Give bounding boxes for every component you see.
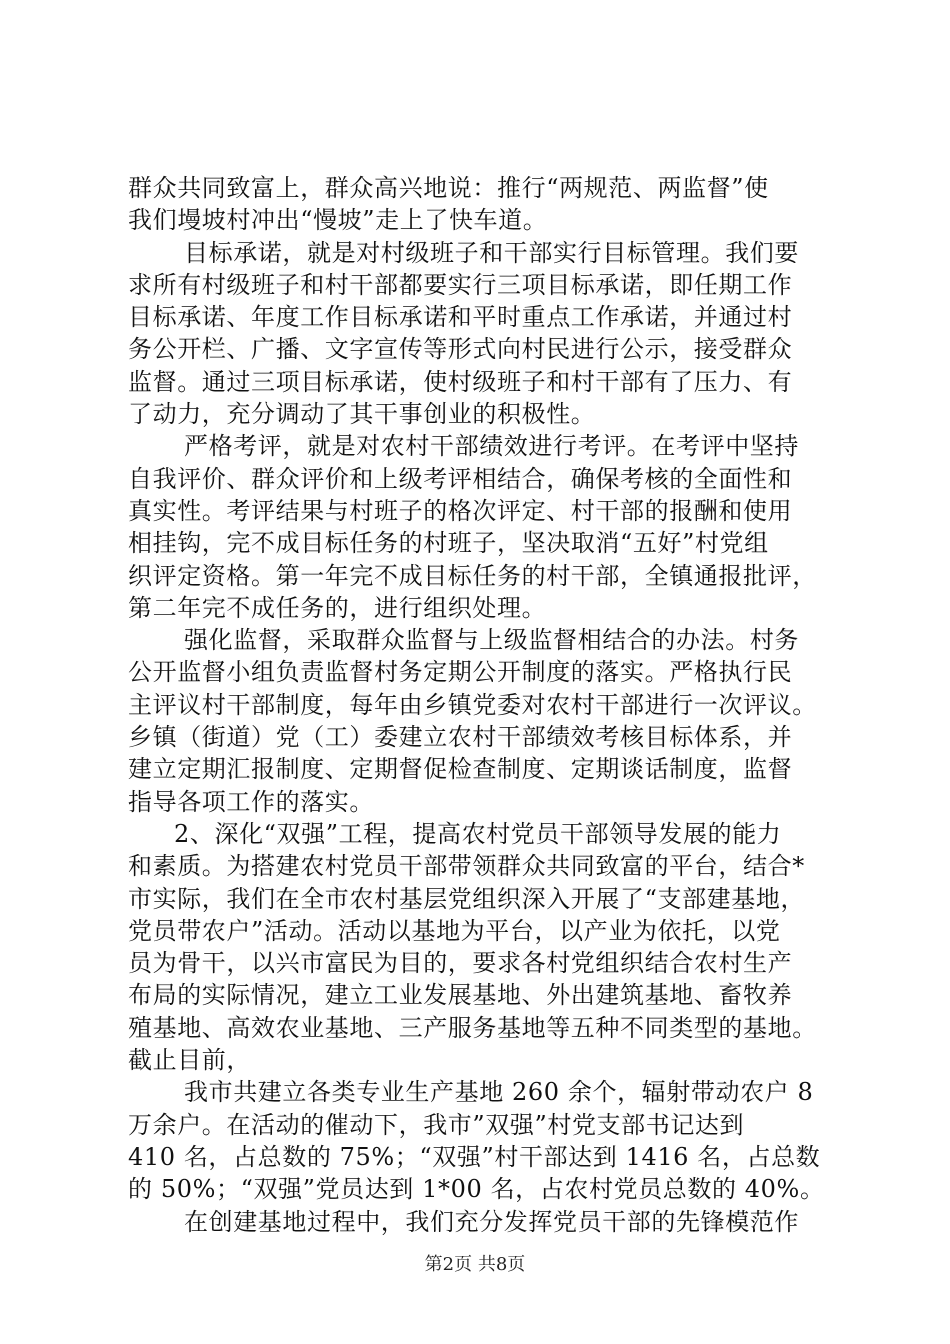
text-line: 相挂钩，完不成目标任务的村班子，坚决取消“五好”村党组 [128,529,769,558]
text-line: 我们墁坡村冲出“慢坡”走上了快车道。 [128,206,548,235]
text-line: 主评议村干部制度，每年由乡镇党委对农村干部进行一次评议。 [128,690,817,719]
text-line: 万余户。在活动的催动下，我市”双强”村党支部书记达到 [128,1110,745,1139]
body-text [128,172,828,1238]
text-line: 党员带农户”活动。活动以基地为平台，以产业为依托，以党 [128,916,781,945]
text-line: 指导各项工作的落实。 [128,787,374,816]
text-line: 截止目前， [128,1046,251,1075]
text-line: 监督。通过三项目标承诺，使村级班子和村干部有了压力、有 [128,367,793,396]
text-line: 殖基地、高效农业基地、三产服务基地等五种不同类型的基地。 [128,1013,817,1042]
text-line: 求所有村级班子和村干部都要实行三项目标承诺，即任期工作 [128,270,793,299]
paragraph [128,1076,828,1205]
paragraph [128,430,828,624]
text-line: 和素质。为搭建农村党员干部带领群众共同致富的平台，结合* [128,852,805,881]
text-line: 的 50%；“双强”党员达到 1*00 名，占农村党员总数的 40%。 [128,1175,825,1204]
text-line: 2、深化“双强”工程，提高农村党员干部领导发展的能力 [174,819,782,848]
text-line: 真实性。考评结果与村班子的格次评定、村干部的报酬和使用 [128,496,793,525]
page-number-footer: 第2页 共8页 [424,1254,526,1275]
text-line: 织评定资格。第一年完不成目标任务的村干部，全镇通报批评， [128,561,817,590]
text-line: 员为骨干，以兴市富民为目的，要求各村党组织结合农村生产 [128,949,793,978]
paragraph [128,172,828,237]
text-line: 公开监督小组负责监督村务定期公开制度的落实。严格执行民 [128,658,793,687]
text-line: 第二年完不成任务的，进行组织处理。 [128,593,547,622]
paragraph [128,624,828,818]
text-line: 布局的实际情况，建立工业发展基地、外出建筑基地、畜牧养 [128,981,793,1010]
text-line: 乡镇（街道）党（工）委建立农村干部绩效考核目标体系，并 [128,723,793,752]
text-line: 市实际，我们在全市农村基层党组织深入开展了“支部建基地， [128,884,806,913]
text-line: 严格考评，就是对农村干部绩效进行考评。在考评中坚持 [184,432,799,461]
text-line: 了动力，充分调动了其干事创业的积极性。 [128,400,596,429]
text-line: 务公开栏、广播、文字宣传等形式向村民进行公示，接受群众 [128,335,793,364]
paragraph [128,818,828,1076]
text-line: 我市共建立各类专业生产基地 260 余个，辐射带动农户 8 [184,1078,814,1107]
text-line: 自我评价、群众评价和上级考评相结合，确保考核的全面性和 [128,464,793,493]
text-line: 在创建基地过程中，我们充分发挥党员干部的先锋模范作 [184,1207,799,1236]
paragraph [128,1206,828,1238]
paragraph [128,237,828,431]
text-line: 建立定期汇报制度、定期督促检查制度、定期谈话制度，监督 [128,755,793,784]
text-line: 410 名，占总数的 75%；“双强”村干部达到 1416 名，占总数 [128,1142,821,1171]
text-line: 群众共同致富上，群众高兴地说：推行“两规范、两监督”使 [128,174,769,202]
text-line: 强化监督，采取群众监督与上级监督相结合的办法。村务 [184,626,799,655]
text-line: 目标承诺、年度工作目标承诺和平时重点工作承诺，并通过村 [128,303,793,332]
text-line: 目标承诺，就是对村级班子和干部实行目标管理。我们要 [184,238,799,267]
